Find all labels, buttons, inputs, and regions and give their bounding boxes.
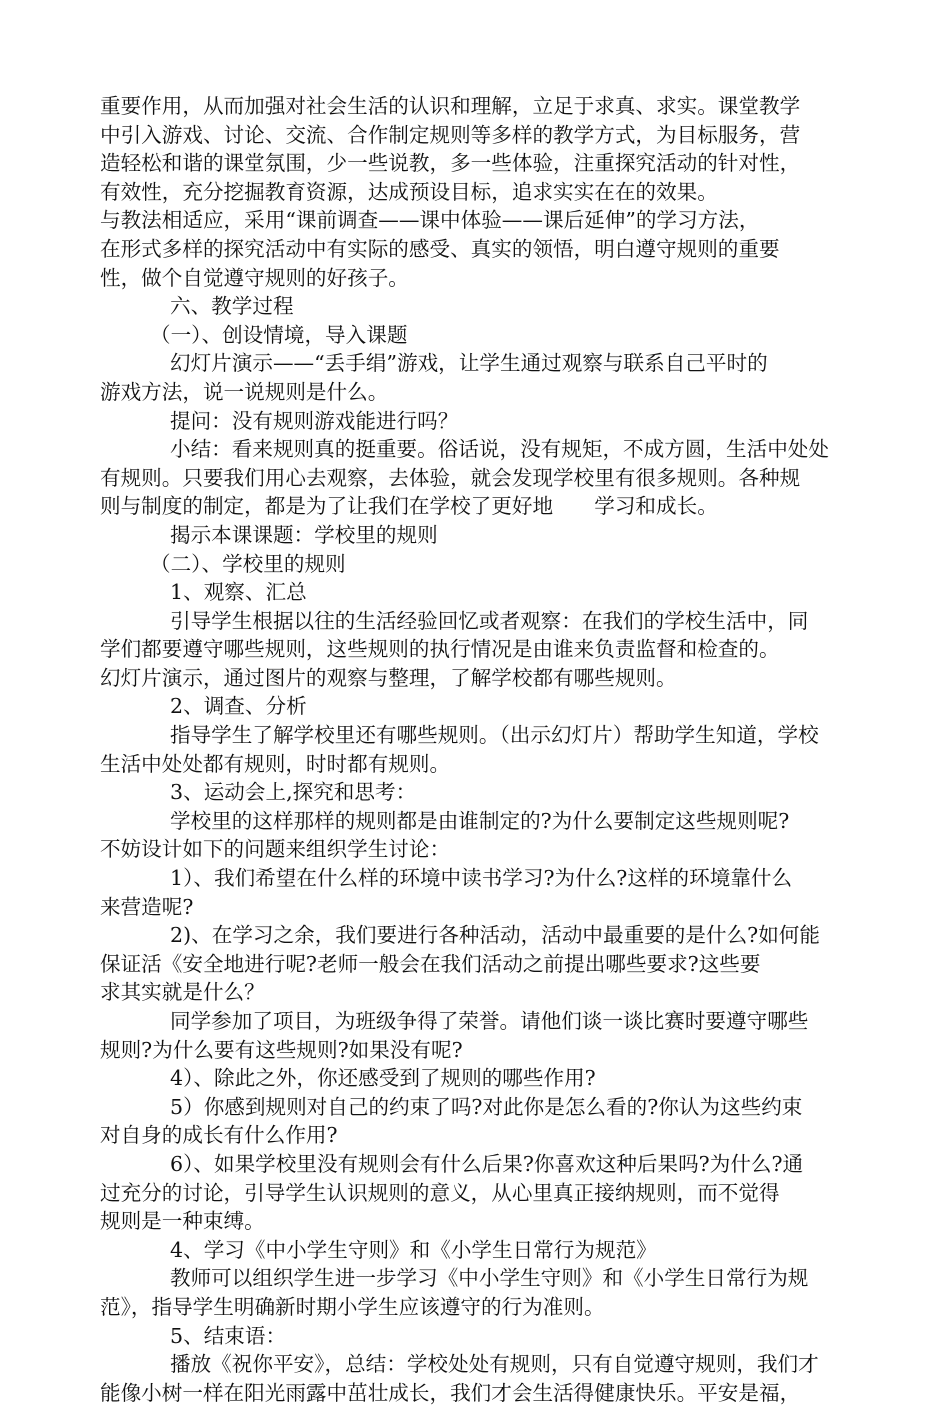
text-line: （一）、创设情境，导入课题 xyxy=(150,322,408,347)
text-line: 游戏方法，说一说规则是什么。 xyxy=(100,379,389,404)
text-line: 有规则。只要我们用心去观察，去体验，就会发现学校里有很多规则。各种规 xyxy=(100,465,801,490)
text-line: 有效性，充分挖掘教育资源，达成预设目标，追求实实在在的效果。 xyxy=(100,179,718,204)
text-line: 规则是一种束缚。 xyxy=(100,1209,265,1234)
text-line: 不妨设计如下的问题来组织学生讨论： xyxy=(100,837,451,862)
text-line: 教师可以组织学生进一步学习《中小学生守则》和《小学生日常行为规 xyxy=(170,1266,809,1291)
text-line: 4）、除此之外，你还感受到了规则的哪些作用? xyxy=(170,1066,596,1091)
text-line: 对自身的成长有什么作用? xyxy=(100,1123,338,1148)
text-line: 2、调查、分析 xyxy=(170,694,307,719)
text-line: 学们都要遵守哪些规则，这些规则的执行情况是由谁来负责监督和检查的。 xyxy=(100,637,780,662)
text-line: 规则?为什么要有这些规则?如果没有呢? xyxy=(100,1037,463,1062)
text-line: 重要作用，从而加强对社会生活的认识和理解，立足于求真、求实。课堂教学 xyxy=(100,94,801,118)
text-line: 揭示本课课题：学校里的规则 xyxy=(170,522,438,547)
text-line: 1、观察、汇总 xyxy=(170,580,307,605)
text-line: 六、教学过程 xyxy=(170,294,294,319)
document-body-text xyxy=(100,92,852,1407)
text-line: 1）、我们希望在什么样的环境中读书学习?为什么?这样的环境靠什么 xyxy=(170,866,793,891)
text-line: 与教法相适应，采用“课前调查——课中体验——课后延伸”的学习方法， xyxy=(100,208,760,233)
text-line: 小结：看来规则真的挺重要。俗话说，没有规矩，不成方圆，生活中处处 xyxy=(170,437,829,462)
text-line: 指导学生了解学校里还有哪些规则。（出示幻灯片）帮助学生知道，学校 xyxy=(170,723,819,748)
text-line: 播放《祝你平安》，总结：学校处处有规则，只有自觉遵守规则，我们才 xyxy=(170,1352,819,1377)
text-line: 3、运动会上,探究和思考： xyxy=(170,780,417,805)
text-line: 则与制度的制定，都是为了让我们在学校了更好地 学习和成长。 xyxy=(100,494,718,519)
text-line: 过充分的讨论，引导学生认识规则的意义，从心里真正接纳规则，而不觉得 xyxy=(100,1180,780,1205)
text-line: 4、学习《中小学生守则》和《小学生日常行为规范》 xyxy=(170,1237,657,1262)
text-line: 幻灯片演示，通过图片的观察与整理，了解学校都有哪些规则。 xyxy=(100,665,677,690)
text-line: 保证活《安全地进行呢?老师一般会在我们活动之前提出哪些要求?这些要 xyxy=(100,951,761,976)
text-line: 提问：没有规则游戏能进行吗？ xyxy=(170,408,459,433)
text-line: （二）、学校里的规则 xyxy=(150,551,346,576)
text-line: 引导学生根据以往的生活经验回忆或者观察：在我们的学校生活中，同 xyxy=(170,608,809,633)
text-line: 性，做个自觉遵守规则的好孩子。 xyxy=(100,265,409,290)
text-line: 学校里的这样那样的规则都是由谁制定的?为什么要制定这些规则呢? xyxy=(170,808,790,833)
text-line: 在形式多样的探究活动中有实际的感受、真实的领悟，明白遵守规则的重要 xyxy=(100,236,780,261)
text-line: 能像小树一样在阳光雨露中茁壮成长，我们才会生活得健康快乐。平安是福， xyxy=(100,1380,801,1405)
text-line: 幻灯片演示——“丢手绢”游戏，让学生通过观察与联系自己平时的 xyxy=(170,351,768,376)
text-line: 生活中处处都有规则，时时都有规则。 xyxy=(100,751,451,776)
text-line: 5、结束语： xyxy=(170,1323,287,1348)
text-line: 中引入游戏、讨论、交流、合作制定规则等多样的教学方式，为目标服务，营 xyxy=(100,122,801,147)
text-line: 来营造呢? xyxy=(100,894,194,919)
text-line: 范》，指导学生明确新时期小学生应该遵守的行为准则。 xyxy=(100,1294,605,1319)
text-line: 求其实就是什么？ xyxy=(100,980,265,1005)
text-line: 造轻松和谐的课堂氛围，少一些说教，多一些体验，注重探究活动的针对性， xyxy=(100,151,801,176)
text-line: 同学参加了项目，为班级争得了荣誉。请他们谈一谈比赛时要遵守哪些 xyxy=(170,1009,809,1033)
text-line: 6）、如果学校里没有规则会有什么后果?你喜欢这种后果吗?为什么?通 xyxy=(170,1151,804,1176)
text-line: 5）你感到规则对自己的约束了吗?对此你是怎么看的?你认为这些约束 xyxy=(170,1094,803,1119)
text-line: 2)、在学习之余，我们要进行各种活动，活动中最重要的是什么?如何能 xyxy=(170,923,820,948)
